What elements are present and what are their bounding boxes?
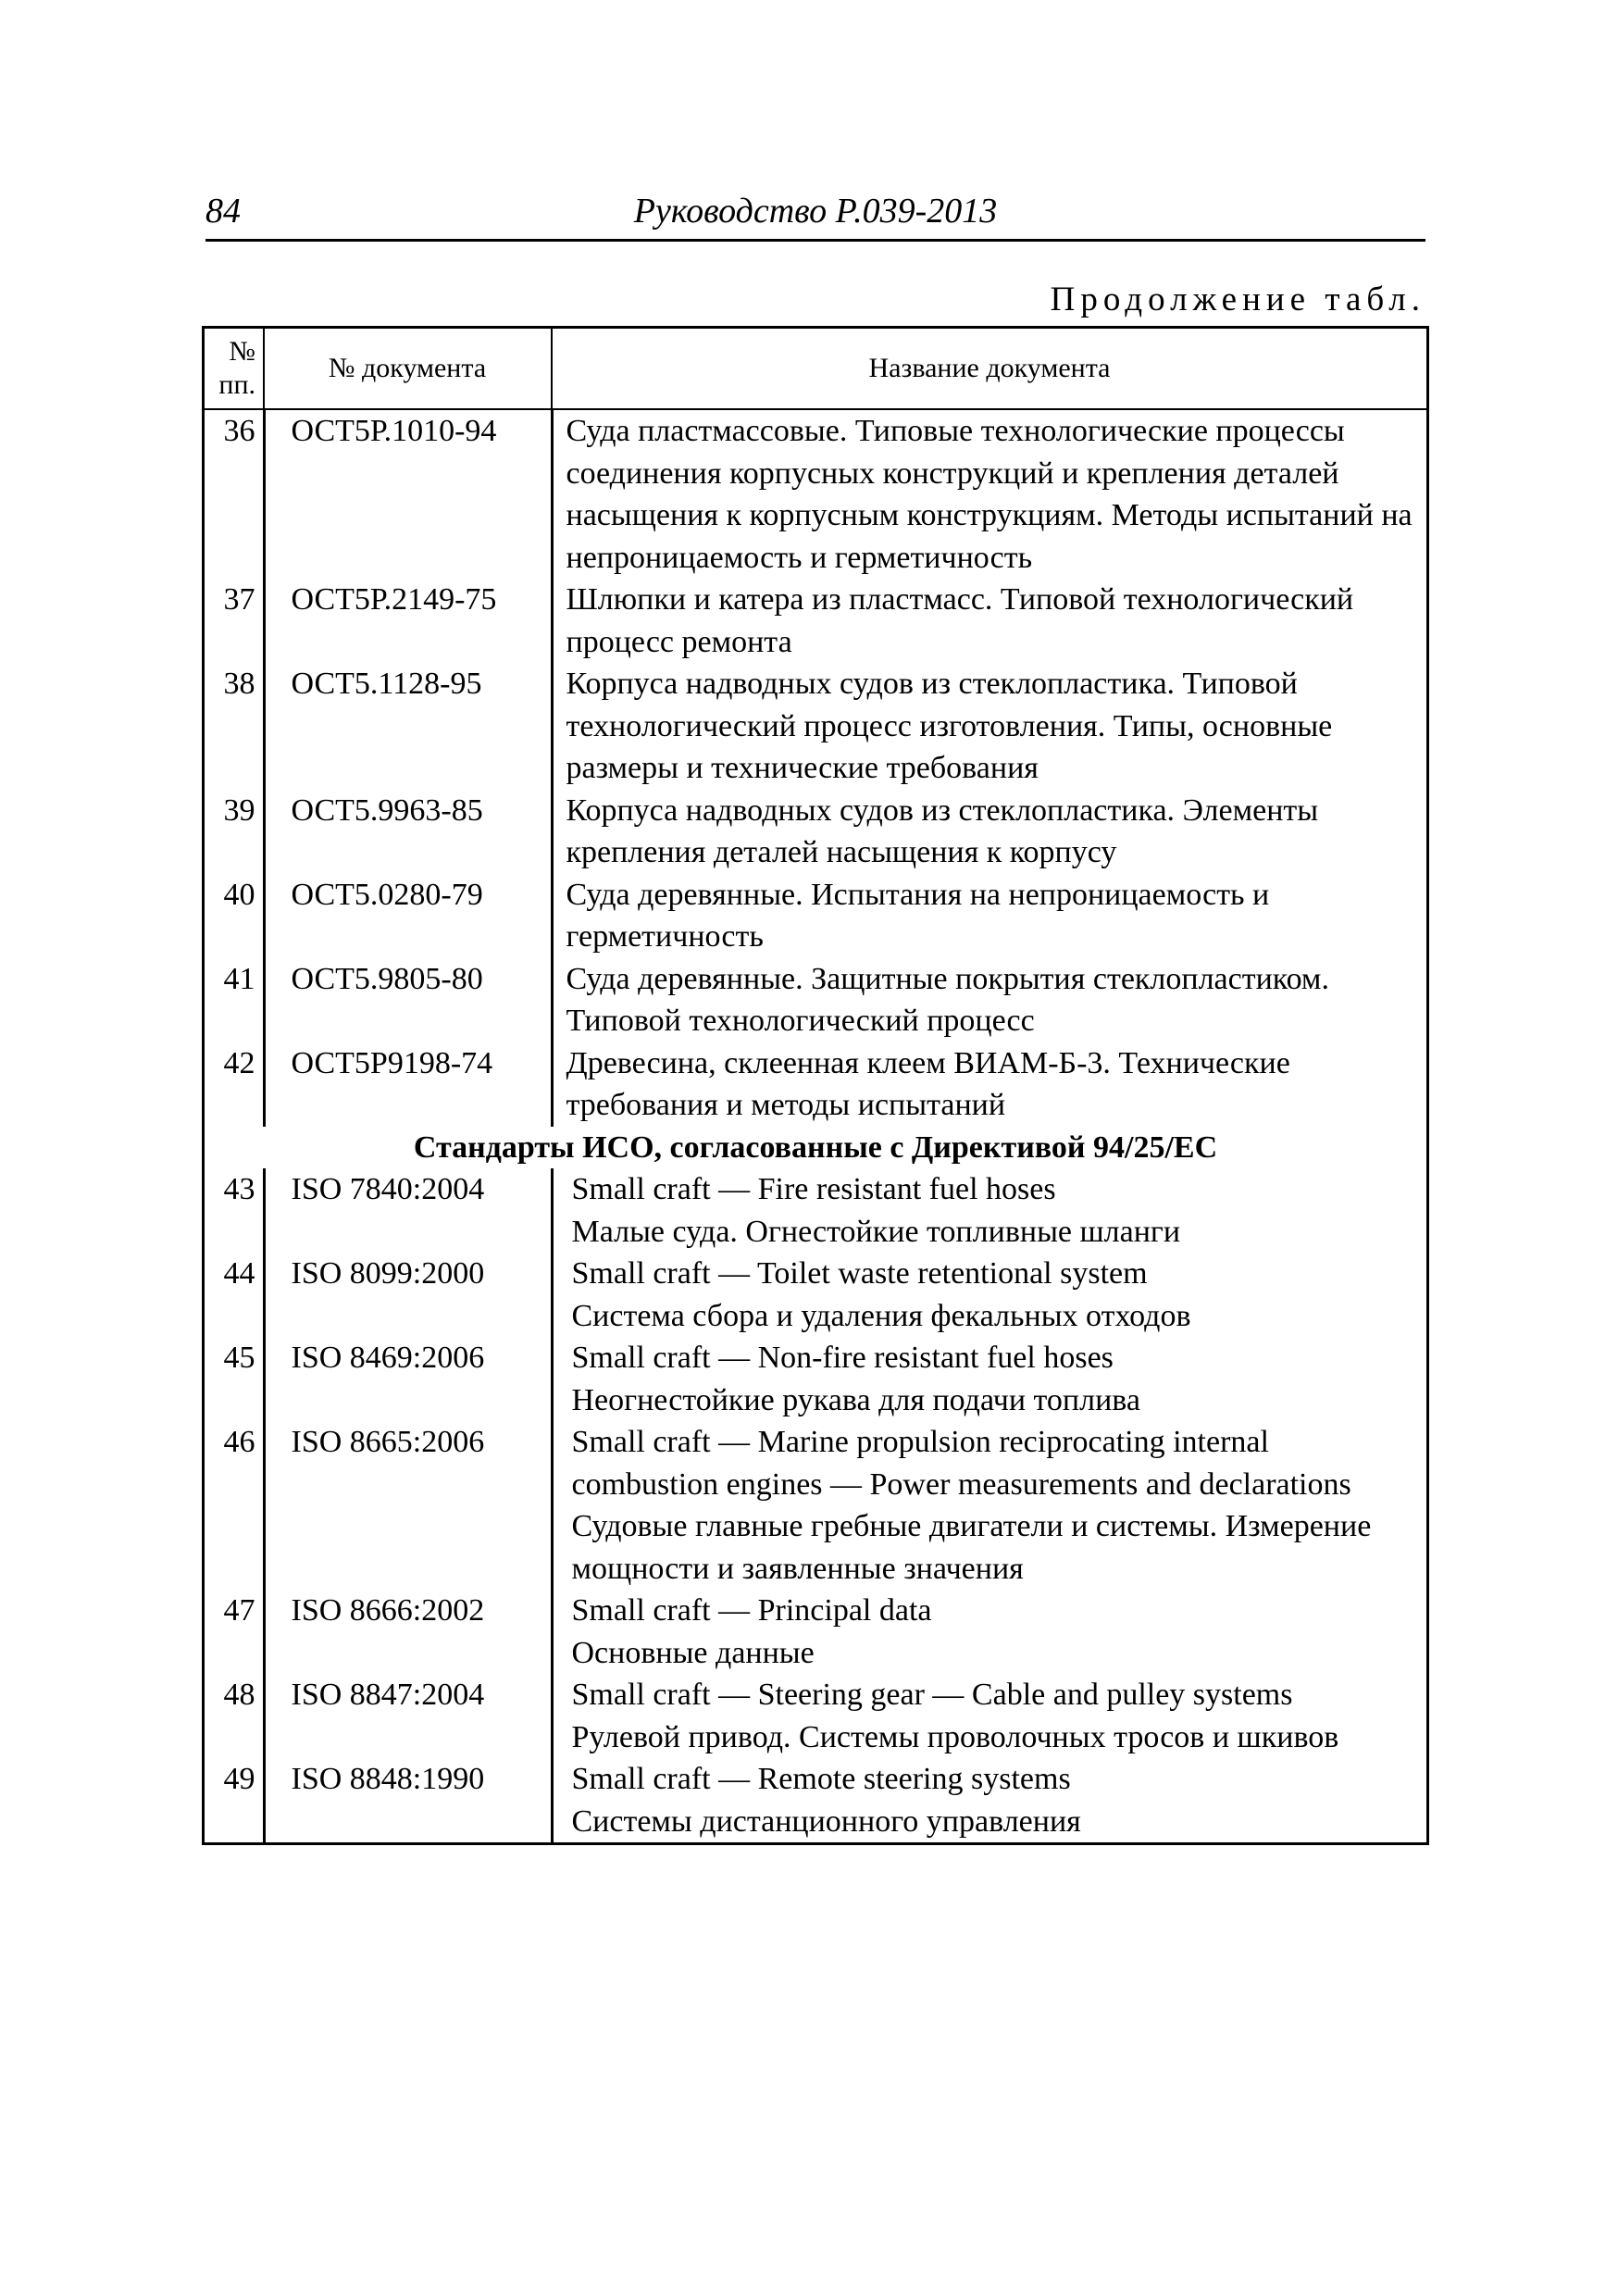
document-code: ISO 7840:2004	[264, 1168, 552, 1253]
document-name	[552, 409, 1428, 579]
table-row	[204, 1421, 1428, 1590]
document-code: ОСТ5Р.2149-75	[264, 579, 552, 663]
document-name-text: Корпуса надводных судов из стеклопластика. Элементы крепления деталей насыщения к корпусу	[566, 792, 1319, 869]
document-name	[552, 579, 1428, 663]
document-name	[552, 958, 1428, 1042]
document-name-ru: Система сбора и удаления фекальных отходов	[571, 1298, 1191, 1333]
document-name-en: Small craft — Toilet waste retentional system	[571, 1256, 1148, 1291]
group-title: Стандарты ИСО, согласованные с Директивой 94/25/ЕС	[413, 1129, 1218, 1165]
document-name-text: Суда пластмассовые. Типовые технологические процессы соединения корпусных конструкций и крепления деталей насыщения к корпусным конструкциям. Методы испытаний на непроницаемость и герметичность	[566, 414, 1413, 575]
table-row	[204, 1758, 1428, 1844]
row-number: 42	[204, 1042, 265, 1127]
document-code: ОСТ5.9805-80	[264, 958, 552, 1042]
document-name	[552, 1421, 1428, 1590]
table-row	[204, 874, 1428, 958]
table-row	[204, 1674, 1428, 1758]
row-number: 48	[204, 1674, 265, 1758]
document-name	[552, 1674, 1428, 1758]
document-name-en: Small craft — Principal data	[571, 1593, 932, 1628]
table-row	[204, 958, 1428, 1042]
document-name	[552, 1758, 1428, 1844]
row-number: 47	[204, 1590, 265, 1674]
page-header	[205, 185, 1425, 242]
document-name-en: Small craft — Fire resistant fuel hoses	[571, 1172, 1056, 1206]
row-number: 46	[204, 1421, 265, 1590]
document-code: ISO 8665:2006	[264, 1421, 552, 1590]
row-number: 41	[204, 958, 265, 1042]
table-row	[204, 663, 1428, 790]
document-name	[552, 1253, 1428, 1337]
document-name	[552, 874, 1428, 958]
document-name-text: Суда деревянные. Защитные покрытия стеклопластиком. Типовой технологический процесс	[566, 961, 1329, 1038]
table-row	[204, 1253, 1428, 1337]
table-row	[204, 1168, 1428, 1253]
document-name-text: Древесина, склеенная клеем ВИАМ-Б-3. Технические требования и методы испытаний	[566, 1045, 1290, 1122]
document-title: Руководство Р.039-2013	[633, 192, 998, 231]
document-code: ISO 8848:1990	[264, 1758, 552, 1844]
row-number: 39	[204, 790, 265, 874]
document-code: ISO 8847:2004	[264, 1674, 552, 1758]
table-row	[204, 1337, 1428, 1421]
header-doc: № документа	[264, 328, 552, 410]
header-num: № пп.	[204, 328, 265, 410]
row-number: 44	[204, 1253, 265, 1337]
table-row	[204, 1590, 1428, 1674]
document-name-ru: Неогнестойкие рукава для подачи топлива	[571, 1382, 1140, 1417]
row-number: 36	[204, 409, 265, 579]
document-code: ОСТ5Р.1010-94	[264, 409, 552, 579]
row-number: 49	[204, 1758, 265, 1844]
table-row	[204, 409, 1428, 579]
row-number: 37	[204, 579, 265, 663]
header-name: Название документа	[552, 328, 1428, 410]
document-code: ОСТ5Р9198-74	[264, 1042, 552, 1127]
documents-table	[202, 326, 1429, 1845]
document-name-en: Small craft — Marine propulsion reciprocating internal combustion engines — Power measurements and declarations	[571, 1425, 1351, 1502]
row-number: 38	[204, 663, 265, 790]
table-row	[204, 1042, 1428, 1127]
document-name-ru: Судовые главные гребные двигатели и системы. Измерение мощности и заявленные значения	[571, 1509, 1372, 1586]
row-number: 43	[204, 1168, 265, 1253]
document-name	[552, 1168, 1428, 1253]
table-row	[204, 790, 1428, 874]
continuation-label: Продолжение табл.	[1050, 281, 1425, 318]
document-name	[552, 790, 1428, 874]
document-code: ОСТ5.0280-79	[264, 874, 552, 958]
document-code: ОСТ5.1128-95	[264, 663, 552, 790]
document-name-en: Small craft — Remote steering systems	[571, 1762, 1071, 1796]
document-name-en: Small craft — Steering gear — Cable and pulley systems	[571, 1678, 1293, 1712]
group-row	[204, 1127, 1428, 1169]
document-name-text: Шлюпки и катера из пластмасс. Типовой технологический процесс ремонта	[566, 582, 1354, 659]
document-name	[552, 663, 1428, 790]
document-name-ru: Рулевой привод. Системы проволочных тросов и шкивов	[571, 1719, 1339, 1754]
document-name-text: Корпуса надводных судов из стеклопластика. Типовой технологический процесс изготовления. Типы, основные размеры и технические требования	[566, 667, 1333, 785]
document-code: ISO 8099:2000	[264, 1253, 552, 1337]
document-name-text: Суда деревянные. Испытания на непроницаемость и герметичность	[566, 877, 1270, 954]
row-number: 40	[204, 874, 265, 958]
document-name	[552, 1042, 1428, 1127]
document-name	[552, 1590, 1428, 1674]
document-name-ru: Малые суда. Огнестойкие топливные шланги	[571, 1214, 1181, 1249]
row-number: 45	[204, 1337, 265, 1421]
document-code: ОСТ5.9963-85	[264, 790, 552, 874]
table-header-row	[204, 328, 1428, 410]
document-code: ISO 8469:2006	[264, 1337, 552, 1421]
document-name-ru: Системы дистанционного управления	[571, 1803, 1081, 1839]
document-code: ISO 8666:2002	[264, 1590, 552, 1674]
document-name-ru: Основные данные	[571, 1635, 815, 1670]
document-name-en: Small craft — Non-fire resistant fuel hoses	[571, 1341, 1114, 1375]
page-number: 84	[205, 192, 241, 231]
document-name	[552, 1337, 1428, 1421]
table-row	[204, 579, 1428, 663]
